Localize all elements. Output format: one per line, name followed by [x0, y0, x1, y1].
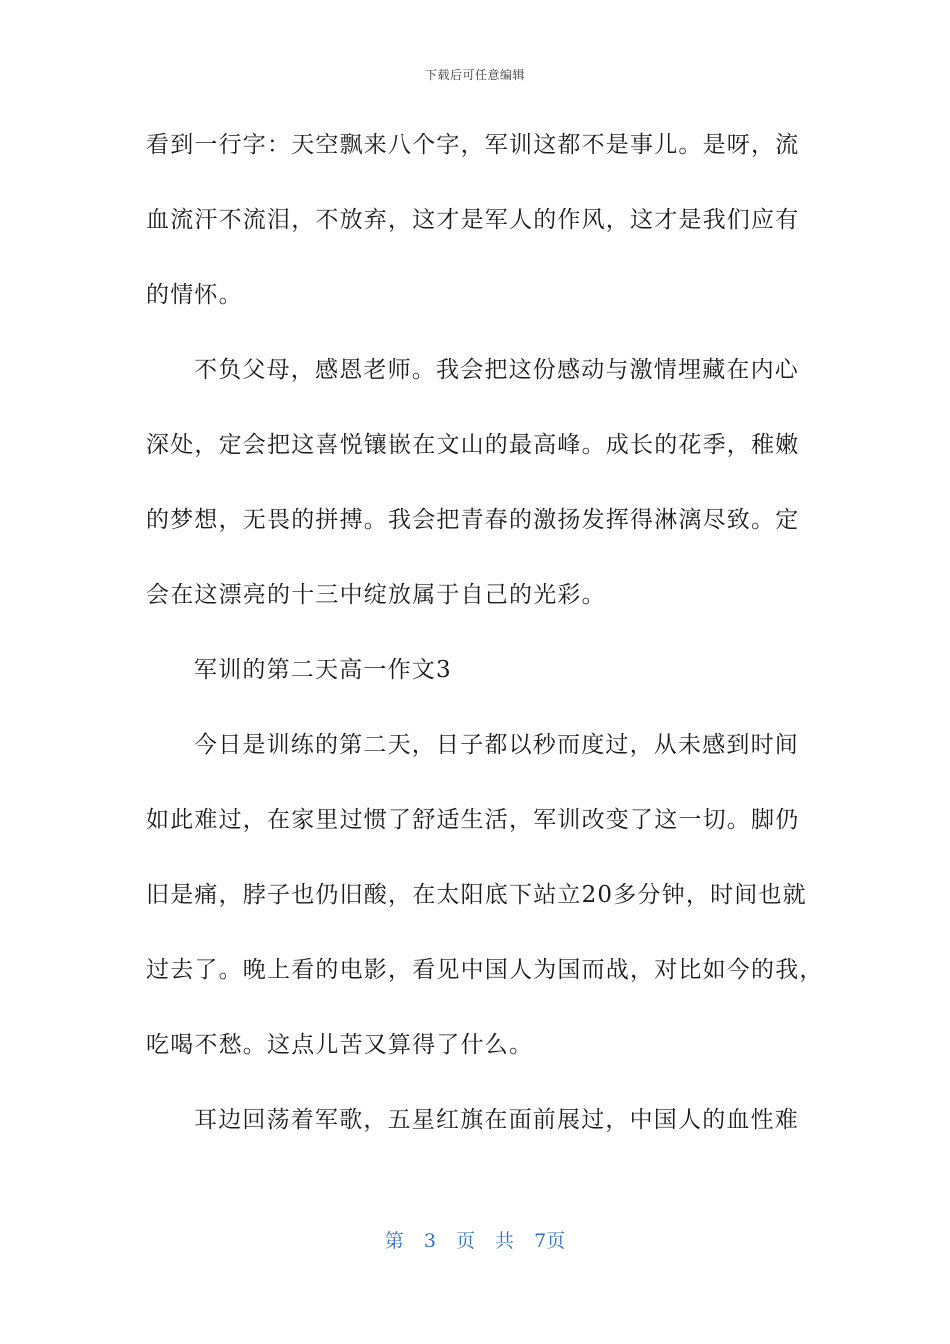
paragraph-line: 旧是痛，脖子也仍旧酸，在太阳底下站立20多分钟，时间也就	[146, 882, 807, 908]
paragraph-line: 耳边回荡着军歌，五星红旗在面前展过，中国人的血性难	[194, 1107, 799, 1133]
footer-current-page: 3	[423, 1230, 436, 1252]
paragraph-line: 看到一行字：天空飘来八个字，军训这都不是事儿。是呀，流	[146, 132, 800, 158]
paragraph-line: 过去了。晚上看的电影，看见中国人为国而战，对比如今的我，	[146, 957, 824, 983]
section-heading: 军训的第二天高一作文3	[194, 657, 452, 683]
paragraph-line: 今日是训练的第二天，日子都以秒而度过，从未感到时间	[194, 732, 799, 758]
paragraph-line: 会在这漂亮的十三中绽放属于自己的光彩。	[146, 582, 606, 608]
footer-total-label: 共	[495, 1230, 515, 1252]
paragraph-line: 深处，定会把这喜悦镶嵌在文山的最高峰。成长的花季，稚嫩	[146, 432, 800, 458]
page-header: 下载后可任意编辑	[424, 68, 525, 82]
paragraph-line: 不负父母，感恩老师。我会把这份感动与激情埋藏在内心	[194, 357, 799, 383]
paragraph-line: 血流汗不流泪，不放弃，这才是军人的作风，这才是我们应有	[146, 207, 800, 233]
footer-total-pages: 7页	[534, 1230, 566, 1252]
footer-page-label: 第	[384, 1230, 404, 1252]
page-footer	[0, 1226, 950, 1253]
footer-page-unit: 页	[455, 1230, 475, 1252]
paragraph-line: 的梦想，无畏的拼搏。我会把青春的激扬发挥得淋漓尽致。定	[146, 507, 800, 533]
paragraph-line: 吃喝不愁。这点儿苦又算得了什么。	[146, 1032, 534, 1058]
paragraph-line: 如此难过，在家里过惯了舒适生活，军训改变了这一切。脚仍	[146, 807, 800, 833]
paragraph-line: 的情怀。	[146, 282, 243, 308]
